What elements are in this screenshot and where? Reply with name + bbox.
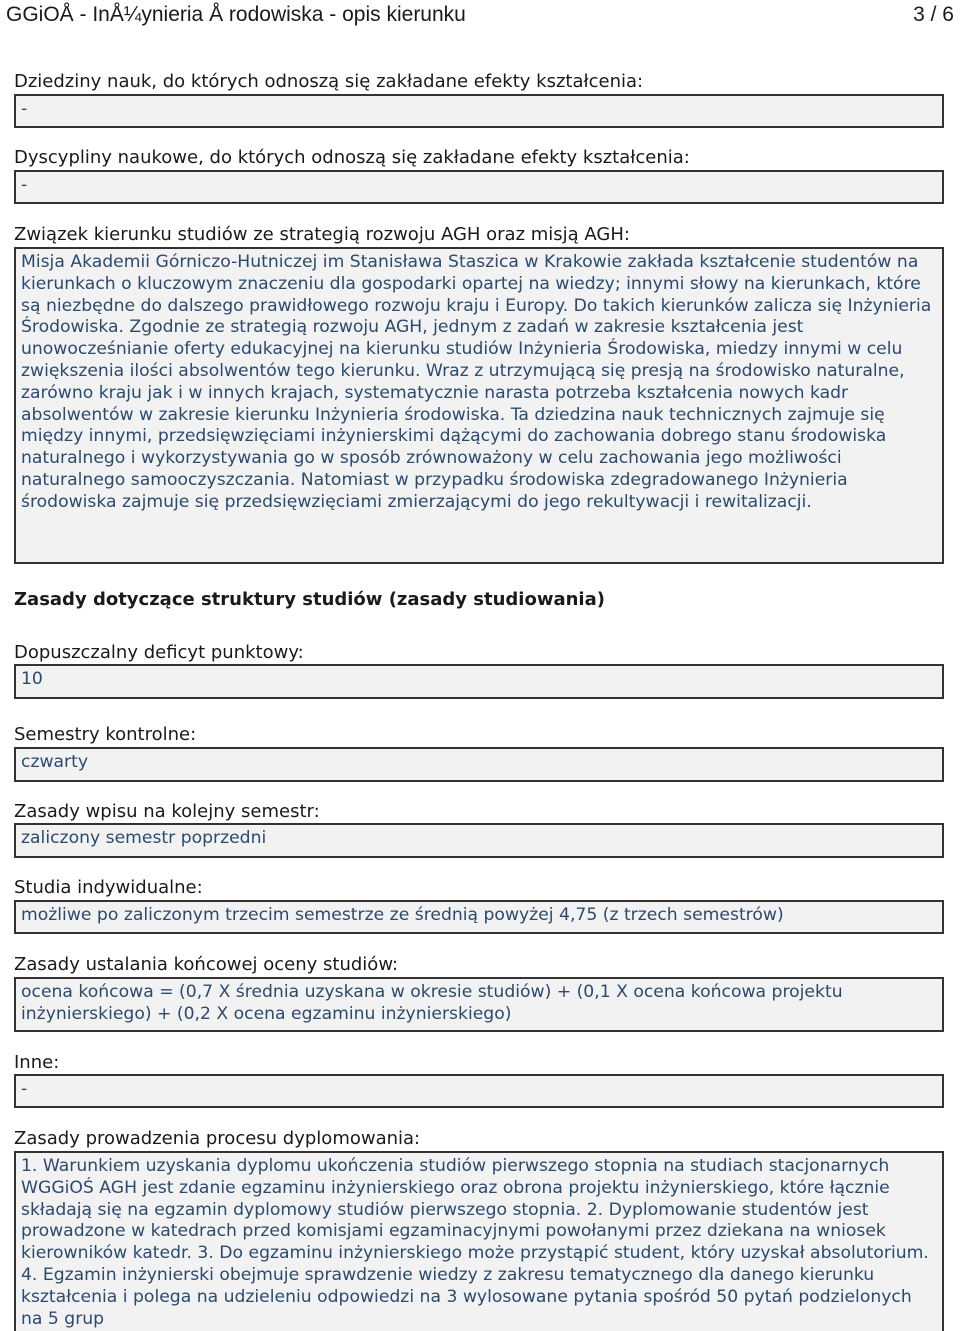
- field-box-zwiazek: [14, 247, 944, 564]
- field-value-dyplomowanie: 1. Warunkiem uzyskania dyplomu ukończenia studiów pierwszego stopnia na studiach stacjonarnych WGGiOŚ AGH jest zdanie egzaminu inżynierskiego oraz obrona projektu inżynierskiego, które łącznie składają się na egzamin dyplomowy studiów pierwszego stopnia. 2. Dyplomowanie studentów jest prowadzone w katedrach przed komisjami egzaminacyjnymi powołanymi przez dziekana na wniosek kierowników katedr. 3. Do egzaminu inżynierskiego może przystąpić student, który uzyskał absolutorium. 4. Egzamin inżynierski obejmuje sprawdzenie wiedzy z zakresu tematycznego dla danego kierunku kształcenia i polega na udzieleniu odpowiedzi na 3 wylosowane pytania spośród 50 pytań podzielonych na 5 grup: [21, 1156, 929, 1329]
- field-value-zwiazek: Misja Akademii Górniczo-Hutniczej im Stanisława Staszica w Krakowie zakłada kształcenie studentów na kierunkach o kluczowym znaczeniu dla gospodarki opartej na wiedzy; innymi słowy na kierunkach, które są niezbędne do dalszego prawidłowego rozwoju kraju i Europy. Do takich kierunków zalicza się Inżynieria Środowiska. Zgodnie ze strategią rozwoju AGH, jednym z zadań w zakresie kształcenia jest unowocześnianie oferty edukacyjnej na kierunku studiów Inżynieria Środowiska, miedzy innymi w celu zwiększenia ilości absolwentów tego kierunku. Wraz z utrzymującą się presją na środowisko naturalne, zarówno kraju jak i w innych krajach, systematycznie narasta potrzeba kształcenia nowych kadr absolwentów w zakresie kierunku Inżynieria środowiska. Ta dziedzina nauk technicznych zajmuje się między innymi, przedsięwzięciami inżynierskimi dążącymi do zachowania dobrego stanu środowiska naturalnego i wykorzystywania go w sposób zrównoważony w celu zachowania jego możliwości naturalnego samooczyszczania. Natomiast w przypadku środowiska zdegradowanego Inżynieria środowiska zajmuje się przedsięwzięciami zmierzającymi do jego rekultywacji i rewitalizacji.: [21, 252, 932, 512]
- field-value-deficyt: 10: [21, 669, 43, 689]
- field-box-deficyt: [14, 664, 944, 699]
- field-label-ocena: Zasady ustalania końcowej oceny studiów:: [14, 954, 399, 975]
- field-label-indywidualne: Studia indywidualne:: [14, 877, 203, 898]
- field-label-deficyt: Dopuszczalny deficyt punktowy:: [14, 642, 304, 663]
- document-title: GGiOÅ - InÅ¼ynieria Å rodowiska - opis kierunku: [6, 3, 466, 26]
- field-box-inne: [14, 1074, 944, 1108]
- field-value-indywidualne: możliwe po zaliczonym trzecim semestrze ze średnią powyżej 4,75 (z trzech semestrów): [21, 905, 784, 925]
- field-label-dyscypliny: Dyscypliny naukowe, do których odnoszą się zakładane efekty kształcenia:: [14, 147, 690, 168]
- field-value-inne: -: [21, 1079, 28, 1099]
- field-box-dyscypliny: [14, 170, 944, 204]
- field-value-semestry: czwarty: [21, 752, 89, 772]
- page-number: 3 / 6: [913, 3, 954, 26]
- field-label-dziedziny: Dziedziny nauk, do których odnoszą się zakładane efekty kształcenia:: [14, 71, 644, 92]
- field-label-wpis: Zasady wpisu na kolejny semestr:: [14, 801, 320, 822]
- field-label-inne: Inne:: [14, 1052, 60, 1073]
- field-box-wpis: [14, 823, 944, 858]
- field-box-dziedziny: [14, 94, 944, 128]
- field-value-ocena: ocena końcowa = (0,7 X średnia uzyskana w okresie studiów) + (0,1 X ocena końcowa projektu inżynierskiego) + (0,2 X ocena egzaminu inżynierskiego): [21, 982, 843, 1024]
- field-label-zwiazek: Związek kierunku studiów ze strategią rozwoju AGH oraz misją AGH:: [14, 224, 630, 245]
- field-label-semestry: Semestry kontrolne:: [14, 724, 197, 745]
- field-box-ocena: [14, 977, 944, 1032]
- field-box-indywidualne: [14, 900, 944, 934]
- field-value-dyscypliny: -: [21, 175, 28, 195]
- field-value-wpis: zaliczony semestr poprzedni: [21, 828, 267, 848]
- field-box-semestry: [14, 747, 944, 782]
- field-value-dziedziny: -: [21, 99, 28, 119]
- section-heading: Zasady dotyczące struktury studiów (zasady studiowania): [14, 589, 605, 610]
- field-label-dyplomowanie: Zasady prowadzenia procesu dyplomowania:: [14, 1128, 421, 1149]
- field-box-dyplomowanie: [14, 1151, 944, 1331]
- page-header: [0, 0, 960, 30]
